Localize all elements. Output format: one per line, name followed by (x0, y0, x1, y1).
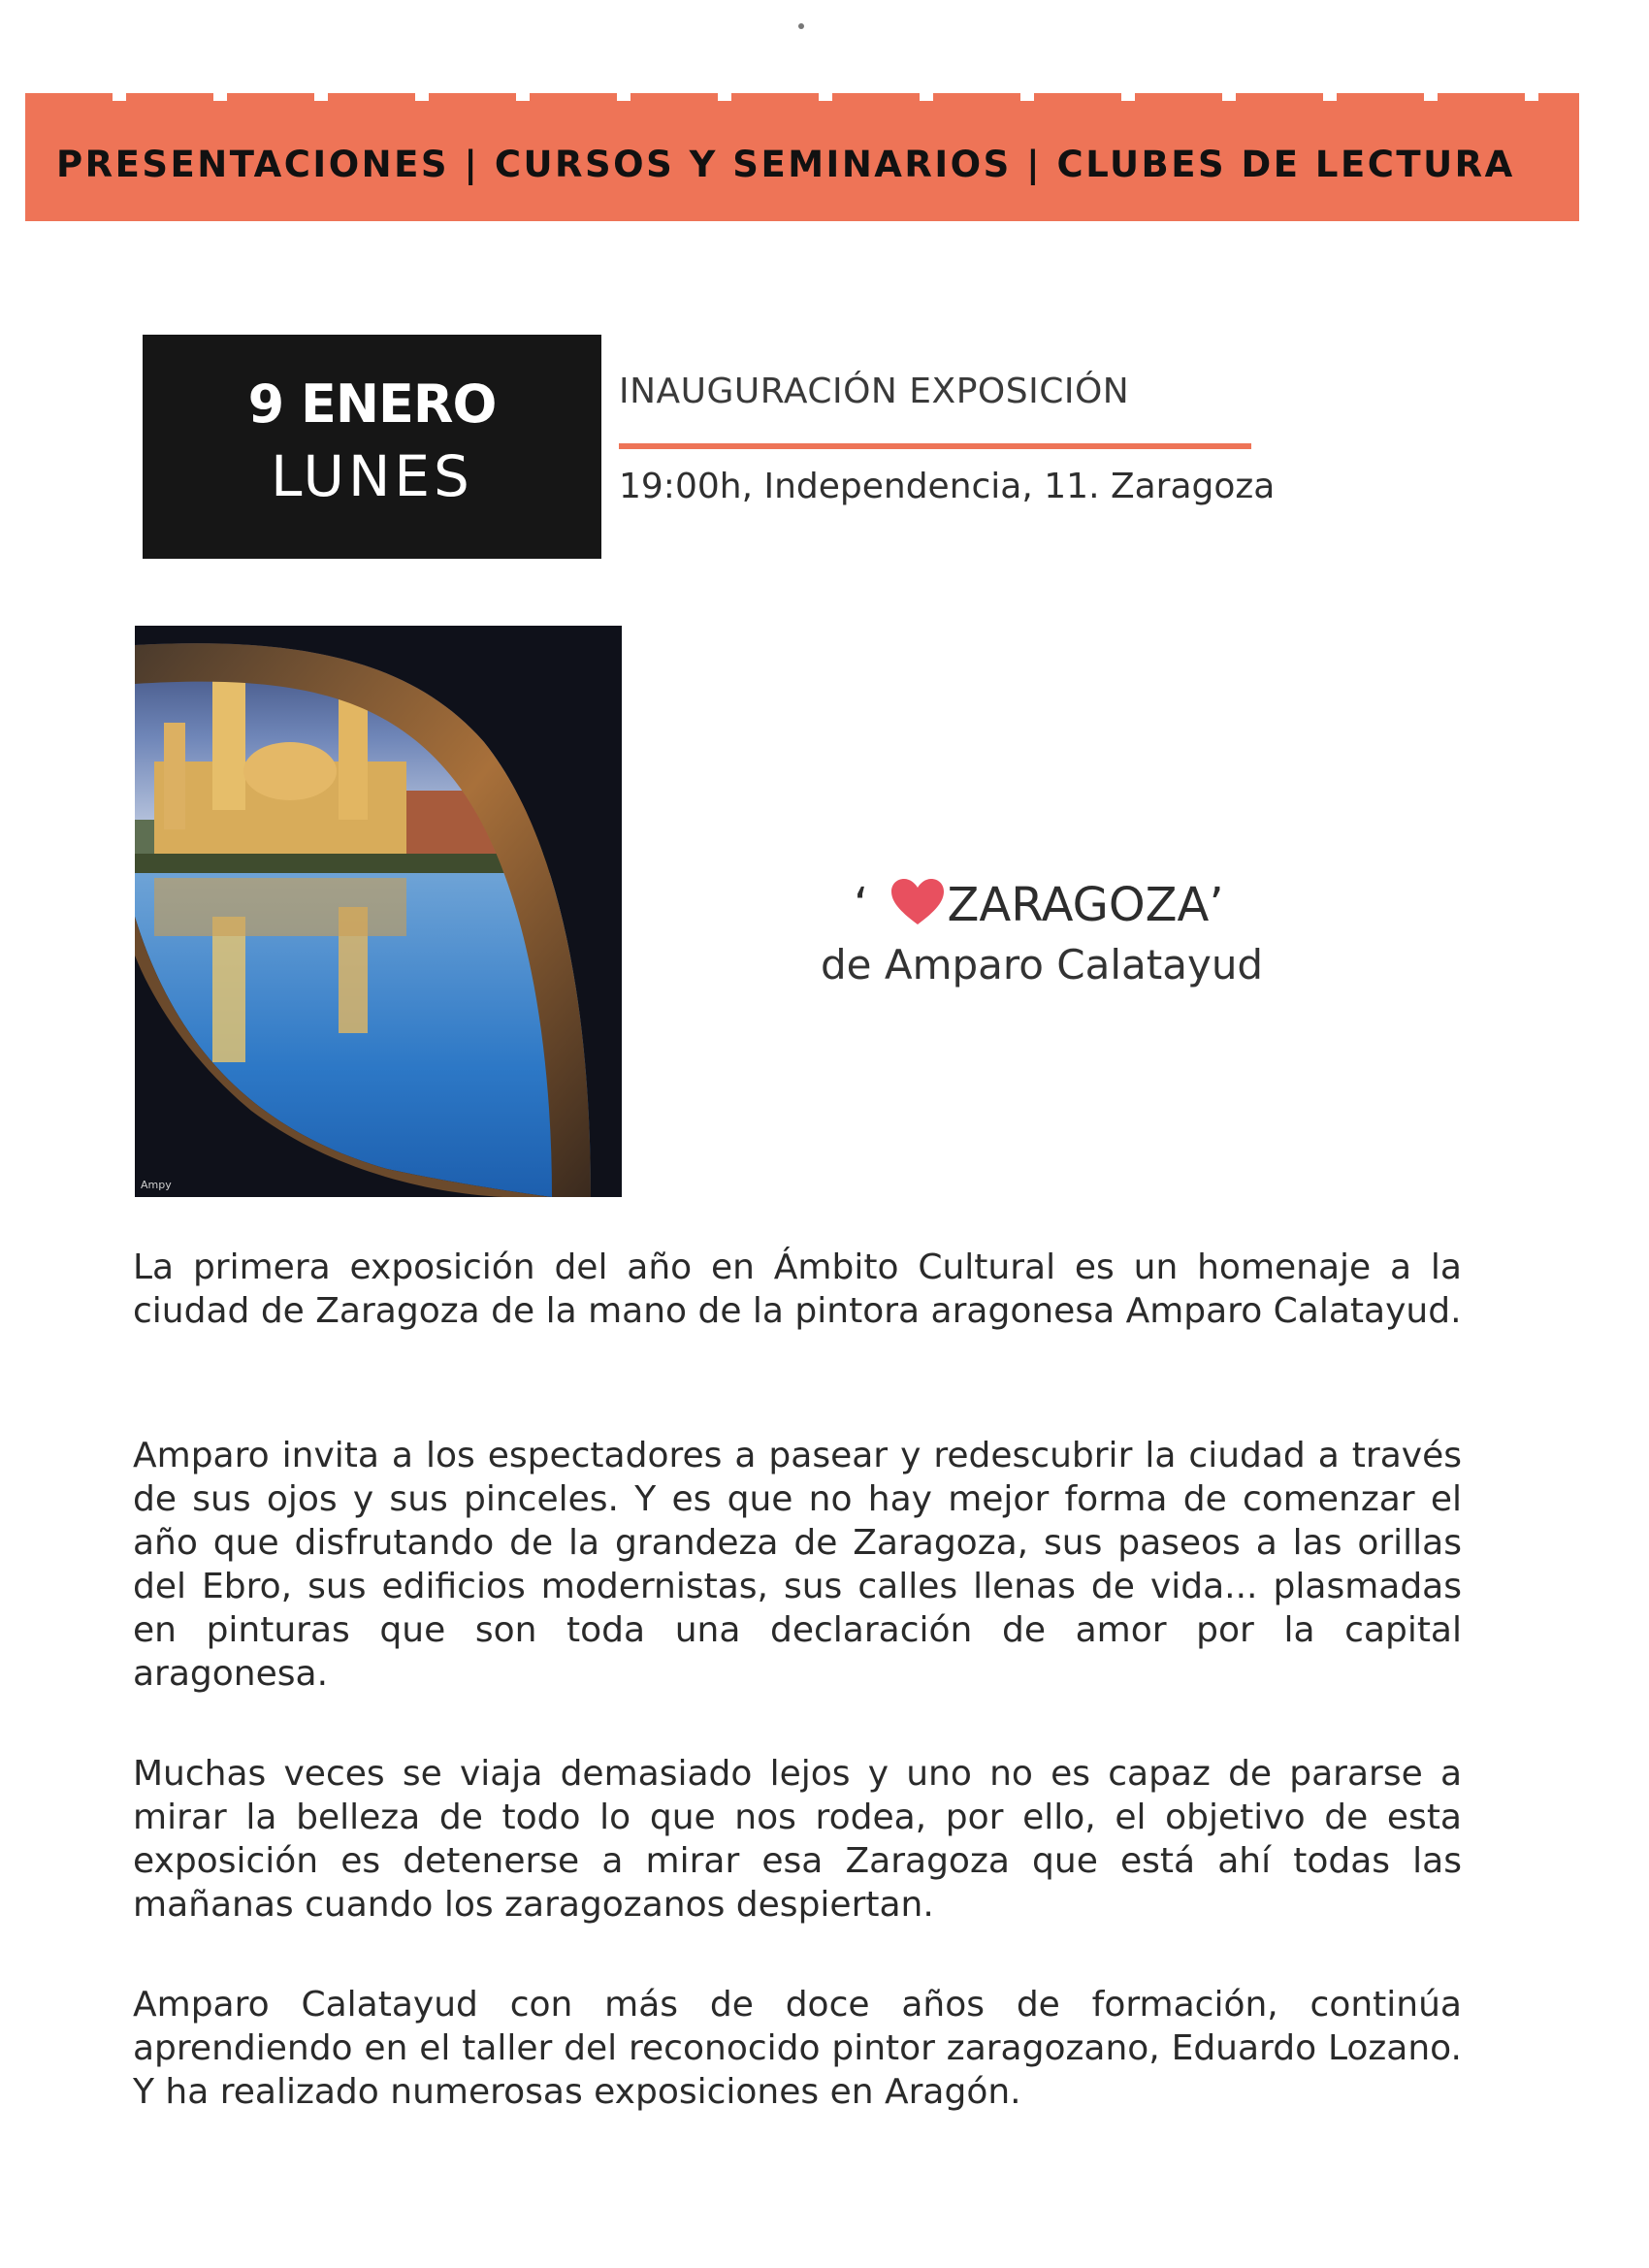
event-type: INAUGURACIÓN EXPOSICIÓN (619, 372, 1130, 411)
body-paragraph: Muchas veces se viaja demasiado lejos y uno no es capaz de pararse a mirar la belleza de todo lo que nos rodea, por ello, el objetivo de esta exposición es detenerse a mirar esa Zaragoza que está ahí todas las mañanas cuando los zaragozanos despiertan. (133, 1754, 1462, 1925)
scan-speck (798, 23, 804, 29)
event-time-location: 19:00h, Independencia, 11. Zaragoza (619, 467, 1276, 506)
title-text: ZARAGOZA’ (947, 878, 1224, 932)
body-paragraph: La primera exposición del año en Ámbito Cultural es un homenaje a la ciudad de Zaragoza de la mano de la pintora aragonesa Amparo Calatayud. (133, 1247, 1462, 1331)
exhibition-painting (135, 626, 622, 1197)
event-date-day: 9 ENERO (247, 373, 497, 435)
exhibition-title (854, 878, 1319, 938)
body-paragraph: Amparo Calatayud con más de doce años de formación, continúa aprendiendo en el taller del reconocido pintor zaragozano, Eduardo Lozano. Y ha realizado numerosas exposiciones en Aragón. (133, 1985, 1462, 2112)
exhibition-artist: de Amparo Calatayud (821, 941, 1264, 988)
painting-signature: Ampy (141, 1179, 172, 1191)
section-banner-text: PRESENTACIONES | CURSOS Y SEMINARIOS | CLUBES DE LECTURA (56, 144, 1515, 185)
title-open-quote: ‘ (854, 878, 869, 932)
heart-icon (889, 878, 946, 938)
event-date-box (143, 335, 601, 559)
painting-illustration (135, 626, 622, 1197)
event-divider (619, 443, 1251, 449)
event-date-weekday: LUNES (271, 443, 473, 509)
body-paragraph: Amparo invita a los espectadores a pasear y redescubrir la ciudad a través de sus ojos y sus pinceles. Y es que no hay mejor forma de comenzar el año que disfrutando de la grandeza de Zaragoza, sus paseos a las orillas del Ebro, sus edificios modernistas, sus calles llenas de vida... plasmadas en pinturas que son toda una declaración de amor por la capital aragonesa. (133, 1436, 1462, 1694)
